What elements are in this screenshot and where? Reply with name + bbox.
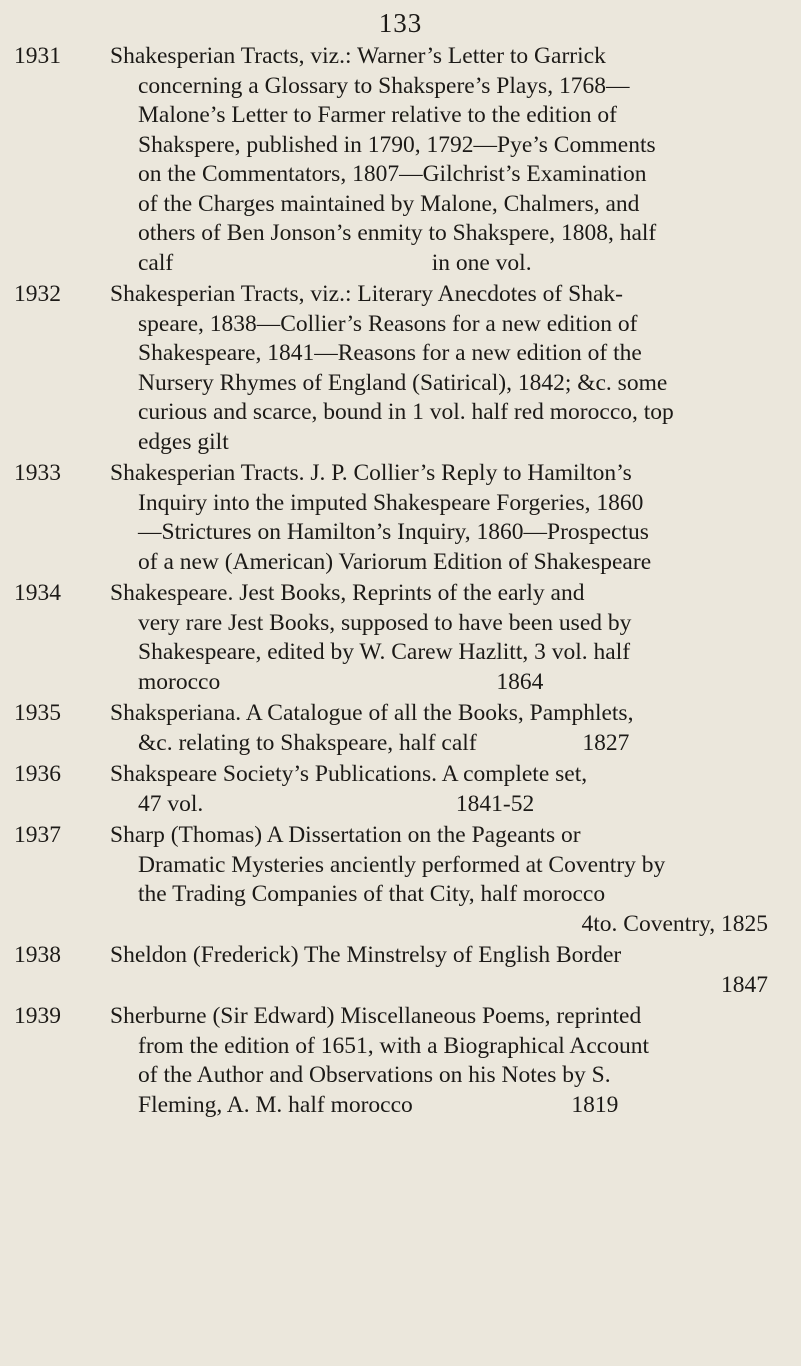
entry-line: Shakesperian Tracts, viz.: Warner’s Letter to Garrick xyxy=(110,43,606,69)
entry-line: very rare Jest Books, supposed to have been used by xyxy=(138,609,632,636)
entry-line: Shakesperian Tracts, viz.: Literary Anecdotes of Shak- xyxy=(110,281,623,307)
entry-description xyxy=(110,579,778,697)
catalogue-entry xyxy=(0,579,801,697)
lot-number: 1933 xyxy=(14,460,61,486)
entry-line: morocco 1864 xyxy=(138,668,544,695)
entry-line: Sharp (Thomas) A Dissertation on the Pageants or xyxy=(110,822,581,848)
entry-description xyxy=(110,760,778,819)
lot-number: 1931 xyxy=(14,43,61,69)
entry-line: curious and scarce, bound in 1 vol. half red morocco, top xyxy=(138,399,674,425)
lot-number: 1936 xyxy=(14,761,61,787)
entry-line: edges gilt xyxy=(138,428,229,455)
lot-number: 1937 xyxy=(14,822,61,848)
entry-description xyxy=(110,459,778,577)
entry-line: Sheldon (Frederick) The Minstrelsy of English Border xyxy=(110,942,622,968)
entry-line: of the Author and Observations on his Notes by S. xyxy=(138,1062,611,1088)
entry-line: speare, 1838—Collier’s Reasons for a new edition of xyxy=(138,310,638,337)
catalogue-entry xyxy=(0,42,801,278)
entry-line: Dramatic Mysteries anciently performed at Coventry by xyxy=(138,851,666,878)
entry-line: Nursery Rhymes of England (Satirical), 1842; &c. some xyxy=(138,369,668,396)
page-number: 133 xyxy=(378,8,423,38)
catalogue-entry xyxy=(0,941,801,1000)
entry-description xyxy=(110,1002,778,1120)
entry-line: Inquiry into the imputed Shakespeare Forgeries, 1860 xyxy=(138,489,644,516)
entry-line: Shaksperiana. A Catalogue of all the Books, Pamphlets, xyxy=(110,700,634,726)
entry-line: Fleming, A. M. half morocco 1819 xyxy=(138,1091,619,1118)
entry-line: others of Ben Jonson’s enmity to Shakspere, 1808, half xyxy=(138,220,657,246)
entry-line: Shakspeare Society’s Publications. A complete set, xyxy=(110,761,588,787)
entry-line: 4to. Coventry, 1825 xyxy=(581,910,768,937)
entry-description xyxy=(110,42,778,278)
catalogue-entry xyxy=(0,760,801,819)
entry-line: Shakesperian Tracts. J. P. Collier’s Reply to Hamilton’s xyxy=(110,460,632,486)
entry-line: Sherburne (Sir Edward) Miscellaneous Poems, reprinted xyxy=(110,1003,642,1029)
entry-line: Shakspere, published in 1790, 1792—Pye’s Comments xyxy=(138,131,656,158)
entry-description xyxy=(110,941,778,1000)
lot-number: 1932 xyxy=(14,281,61,307)
entry-line: Shakespeare. Jest Books, Reprints of the early and xyxy=(110,580,585,606)
entry-description xyxy=(110,280,778,457)
lot-number: 1938 xyxy=(14,942,61,968)
entry-line: 47 vol. 1841-52 xyxy=(138,790,535,817)
entry-description xyxy=(110,699,778,758)
entry-line: the Trading Companies of that City, half morocco xyxy=(138,881,606,907)
entry-line: of the Charges maintained by Malone, Chalmers, and xyxy=(138,190,640,217)
catalogue-list xyxy=(0,42,801,1122)
entry-line: of a new (American) Variorum Edition of Shakespeare xyxy=(138,548,652,575)
entry-line: &c. relating to Shakspeare, half calf 1827 xyxy=(138,729,630,756)
catalogue-entry xyxy=(0,821,801,939)
lot-number: 1935 xyxy=(14,700,61,726)
entry-line: 1847 xyxy=(721,971,768,998)
entry-line: Shakespeare, edited by W. Carew Hazlitt, 3 vol. half xyxy=(138,639,631,665)
catalogue-entry xyxy=(0,1002,801,1120)
catalogue-entry xyxy=(0,280,801,457)
lot-number: 1934 xyxy=(14,580,61,606)
entry-line: calf in one vol. xyxy=(138,249,532,276)
lot-number: 1939 xyxy=(14,1003,61,1029)
entry-line: from the edition of 1651, with a Biographical Account xyxy=(138,1032,650,1059)
entry-line: Shakespeare, 1841—Reasons for a new edition of the xyxy=(138,340,642,366)
entry-line: concerning a Glossary to Shakspere’s Plays, 1768— xyxy=(138,72,630,99)
entry-line: —Strictures on Hamilton’s Inquiry, 1860—Prospectus xyxy=(138,519,649,545)
entry-line: Malone’s Letter to Farmer relative to the edition of xyxy=(138,102,617,128)
entry-description xyxy=(110,821,778,939)
catalogue-entry xyxy=(0,699,801,758)
catalogue-entry xyxy=(0,459,801,577)
entry-line: on the Commentators, 1807—Gilchrist’s Examination xyxy=(138,161,647,187)
